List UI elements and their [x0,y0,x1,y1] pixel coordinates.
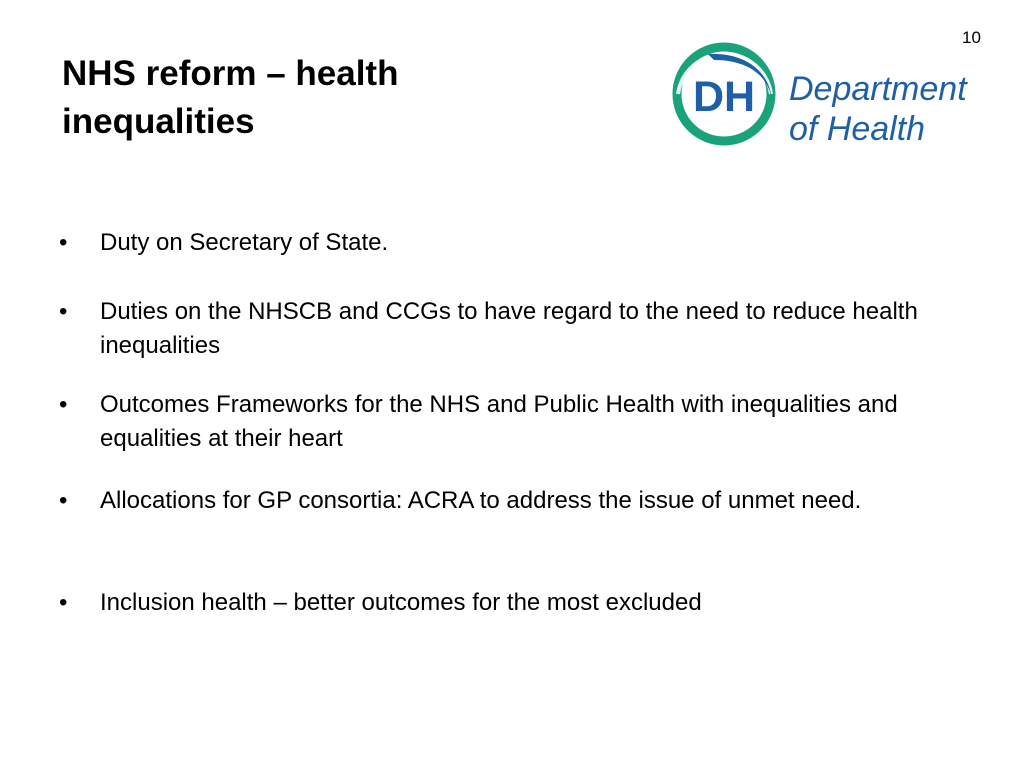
bullet-text: Duty on Secretary of State. [100,229,389,256]
bullet-marker: • [59,487,68,514]
bullet-text: Inclusion health – better outcomes for the most excluded [100,589,702,616]
bullet-marker: • [59,391,68,418]
department-of-health-logo [668,40,988,148]
slide-title: NHS reform – health inequalities [62,54,399,141]
logo-name-line1: Department [789,70,967,108]
bullet-text: Outcomes Frameworks for the NHS and Public Health with inequalities and equalities at their heart [100,391,898,452]
slide-number: 10 [962,28,981,47]
bullet-marker: • [59,589,68,616]
logo-name-line2: of Health [789,110,926,148]
logo-mark-text: DH [692,73,756,121]
bullet-text: Duties on the NHSCB and CCGs to have regard to the need to reduce health inequalities [100,298,918,359]
bullet-text: Allocations for GP consortia: ACRA to address the issue of unmet need. [100,487,862,514]
bullet-marker: • [59,298,68,325]
bullet-marker: • [59,229,68,256]
